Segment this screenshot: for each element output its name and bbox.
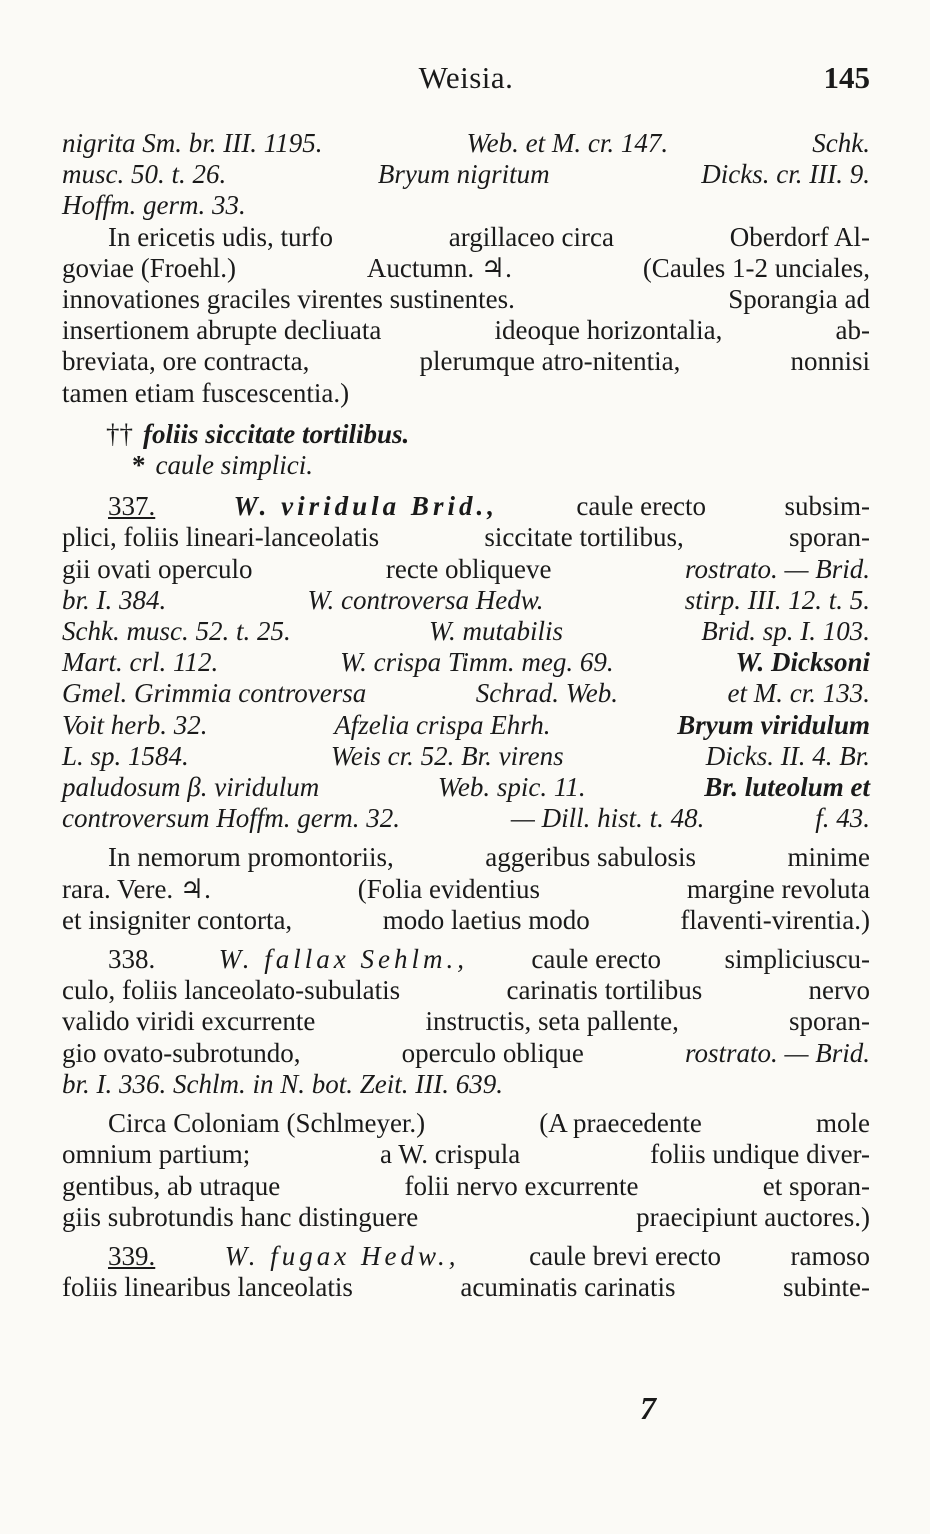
text-span: Web. et M. cr. 147. bbox=[466, 128, 669, 158]
heading-text: foliis siccitate tortilibus. bbox=[143, 418, 410, 449]
text-span: W. mutabilis bbox=[428, 616, 563, 647]
text-span: subinte- bbox=[782, 1272, 870, 1303]
species-name: W. fugax Hedw., bbox=[224, 1240, 460, 1271]
text-span: W. controversa Hedw. bbox=[307, 584, 544, 615]
text-span: Circa Coloniam (Schlmeyer.) bbox=[108, 1108, 426, 1139]
text-span: goviae (Froehl.) bbox=[62, 252, 236, 283]
text-span: gentibus, ab utraque bbox=[62, 1170, 281, 1201]
text-span: Hoffm. germ. 33. bbox=[62, 190, 246, 221]
text-span: ab- bbox=[835, 315, 870, 346]
text-line bbox=[62, 678, 870, 709]
text-span: siccitate tortilibus, bbox=[484, 522, 684, 553]
text-line bbox=[62, 944, 870, 975]
text-span: Weis cr. 52. Br. virens bbox=[330, 740, 564, 771]
text-line bbox=[62, 975, 870, 1006]
text-span: operculo oblique bbox=[401, 1037, 584, 1068]
text-span: ideoque horizontalia, bbox=[494, 315, 723, 346]
text-span: gii ovati operculo bbox=[62, 553, 253, 584]
text-span: et insigniter contorta, bbox=[62, 904, 293, 935]
text-body bbox=[62, 128, 870, 1303]
species-entry-339 bbox=[62, 1241, 870, 1303]
text-span: musc. 50. t. 26. bbox=[62, 159, 227, 190]
text-line bbox=[62, 1038, 870, 1069]
text-line bbox=[62, 346, 870, 377]
text-span: In nemorum promontoriis, bbox=[108, 842, 394, 873]
text-span: tamen etiam fuscescentia.) bbox=[62, 377, 350, 408]
page-number: 145 bbox=[823, 60, 870, 95]
subsection-heading bbox=[62, 450, 870, 481]
text-span: Gmel. Grimmia controversa bbox=[62, 678, 367, 709]
text-span: caule erecto bbox=[576, 491, 707, 522]
text-line bbox=[62, 803, 870, 834]
section-heading bbox=[62, 419, 870, 450]
text-span: giis subrotundis hanc distinguere bbox=[62, 1201, 419, 1232]
text-span: (A praecedente bbox=[539, 1108, 702, 1139]
text-line bbox=[62, 741, 870, 772]
text-span: Dicks. II. 4. Br. bbox=[705, 740, 870, 771]
text-span: caule brevi erecto bbox=[529, 1240, 721, 1271]
text-line bbox=[62, 1202, 870, 1233]
habitat-paragraph bbox=[62, 842, 870, 936]
text-span: simpliciuscu- bbox=[724, 944, 870, 975]
text-span: culo, foliis lanceolato-subulatis bbox=[62, 975, 401, 1006]
species-name: W. viridula Brid., bbox=[233, 491, 498, 522]
text-span: controversum Hoffm. germ. 32. bbox=[62, 803, 400, 834]
habitat-paragraph bbox=[62, 222, 870, 409]
dagger-mark: †† bbox=[106, 418, 133, 449]
text-span: nervo bbox=[808, 975, 870, 1006]
text-span: ramoso bbox=[790, 1240, 870, 1271]
text-span: Br. luteolum et bbox=[704, 772, 870, 803]
species-name: W. fallax Sehlm., bbox=[218, 944, 468, 975]
text-span: flaventi-virentia.) bbox=[680, 904, 870, 935]
text-span: (Folia evidentius bbox=[357, 873, 540, 904]
text-span: rostrato. — Brid. bbox=[684, 553, 870, 584]
text-span: Mart. crl. 112. bbox=[62, 647, 219, 678]
text-span: Schk. bbox=[812, 128, 870, 158]
text-span: foliis undique diver- bbox=[650, 1139, 870, 1170]
text-span: modo laetius modo bbox=[382, 904, 590, 935]
text-span: plici, foliis lineari-lanceolatis bbox=[62, 522, 380, 553]
text-line bbox=[62, 1272, 870, 1303]
text-span: et sporan- bbox=[762, 1170, 870, 1201]
signature-mark: 7 bbox=[640, 1390, 656, 1426]
text-line bbox=[62, 842, 870, 873]
text-line bbox=[62, 1241, 870, 1272]
text-span: innovationes graciles virentes sustinentes. bbox=[62, 284, 515, 315]
text-span: breviata, ore contracta, bbox=[62, 346, 310, 377]
text-line bbox=[62, 378, 870, 409]
text-line bbox=[62, 1006, 870, 1037]
text-line bbox=[62, 315, 870, 346]
text-line bbox=[62, 1171, 870, 1202]
text-line bbox=[62, 647, 870, 678]
text-span: minime bbox=[787, 842, 870, 873]
text-span: (Caules 1-2 unciales, bbox=[642, 252, 870, 283]
text-span: Voit herb. 32. bbox=[62, 709, 208, 740]
text-span: L. sp. 1584. bbox=[62, 740, 189, 771]
text-span: insertionem abrupte decliuata bbox=[62, 315, 382, 346]
text-span: valido viridi excurrente bbox=[62, 1006, 316, 1037]
text-line bbox=[62, 159, 870, 190]
text-span: gio ovato-subrotundo, bbox=[62, 1037, 301, 1068]
text-span: folii nervo excurrente bbox=[404, 1170, 639, 1201]
habitat-paragraph bbox=[62, 1108, 870, 1233]
text-span: caule erecto bbox=[531, 944, 662, 975]
citation-paragraph bbox=[62, 128, 870, 222]
text-span: Bryum nigritum bbox=[377, 159, 550, 190]
text-span: Afzelia crispa Ehrh. bbox=[334, 709, 551, 740]
text-span: stirp. III. 12. t. 5. bbox=[684, 584, 870, 615]
text-span: br. I. 336. Schlm. in N. bot. Zeit. III. 639. bbox=[62, 1068, 503, 1099]
text-span: subsim- bbox=[784, 491, 870, 522]
entry-number: 337. bbox=[108, 491, 156, 522]
text-span: f. 43. bbox=[815, 803, 870, 834]
text-line bbox=[62, 128, 870, 159]
text-span: sporan- bbox=[789, 522, 870, 553]
text-span: carinatis tortilibus bbox=[506, 975, 703, 1006]
text-span: nigrita Sm. br. III. 1195. bbox=[62, 128, 323, 158]
text-line bbox=[62, 253, 870, 284]
text-line bbox=[62, 522, 870, 553]
text-line bbox=[62, 874, 870, 905]
text-span: br. I. 384. bbox=[62, 584, 167, 615]
text-line bbox=[62, 710, 870, 741]
text-span: rara. Vere. ♃. bbox=[62, 873, 211, 904]
text-span: plerumque atro-nitentia, bbox=[419, 346, 681, 377]
text-line bbox=[62, 1108, 870, 1139]
text-span: praecipiunt auctores.) bbox=[636, 1201, 870, 1232]
text-span: mole bbox=[815, 1108, 870, 1139]
text-line bbox=[62, 905, 870, 936]
text-span: acuminatis carinatis bbox=[460, 1272, 676, 1303]
text-span: Dicks. cr. III. 9. bbox=[701, 159, 870, 190]
text-span: Schk. musc. 52. t. 25. bbox=[62, 616, 291, 647]
text-line bbox=[62, 772, 870, 803]
text-line bbox=[62, 554, 870, 585]
text-span: omnium partium; bbox=[62, 1139, 251, 1170]
text-line bbox=[62, 222, 870, 253]
text-span: et M. cr. 133. bbox=[727, 678, 870, 709]
text-line bbox=[62, 616, 870, 647]
text-span: a W. crispula bbox=[380, 1139, 521, 1170]
text-span: Bryum viridulum bbox=[677, 709, 870, 740]
text-span: recte obliqueve bbox=[385, 553, 552, 584]
heading-text: caule simplici. bbox=[155, 450, 313, 481]
text-span: argillaceo circa bbox=[448, 221, 614, 252]
text-span: — Dill. hist. t. 48. bbox=[510, 803, 705, 834]
asterisk-mark: * bbox=[132, 450, 146, 481]
text-span: margine revoluta bbox=[686, 873, 870, 904]
text-span: Oberdorf Al- bbox=[729, 221, 870, 252]
text-line bbox=[62, 1139, 870, 1170]
text-span: foliis linearibus lanceolatis bbox=[62, 1272, 353, 1303]
text-span: Web. spic. 11. bbox=[437, 772, 586, 803]
text-span: In ericetis udis, turfo bbox=[108, 221, 333, 252]
text-span: aggeribus sabulosis bbox=[485, 842, 696, 873]
text-span: Brid. sp. I. 103. bbox=[701, 616, 870, 647]
text-line bbox=[62, 190, 870, 221]
text-line bbox=[62, 585, 870, 616]
entry-number: 338. bbox=[108, 944, 156, 975]
text-span: Auctumn. ♃. bbox=[366, 252, 512, 283]
species-entry-337 bbox=[62, 491, 870, 834]
text-span: Sporangia ad bbox=[728, 284, 870, 315]
running-title: Weisia. bbox=[418, 60, 514, 95]
text-span: instructis, seta pallente, bbox=[425, 1006, 679, 1037]
text-line bbox=[62, 491, 870, 522]
text-span: nonnisi bbox=[790, 346, 870, 377]
text-span: rostrato. — Brid. bbox=[684, 1037, 870, 1068]
running-header bbox=[62, 60, 870, 100]
text-span: sporan- bbox=[789, 1006, 870, 1037]
entry-number: 339. bbox=[108, 1240, 156, 1271]
text-line bbox=[62, 1069, 870, 1100]
text-span: paludosum β. viridulum bbox=[62, 772, 320, 803]
text-span: W. Dicksoni bbox=[735, 647, 870, 678]
text-span: W. crispa Timm. meg. 69. bbox=[340, 647, 614, 678]
text-span: Schrad. Web. bbox=[475, 678, 618, 709]
text-line bbox=[62, 284, 870, 315]
species-entry-338 bbox=[62, 944, 870, 1100]
